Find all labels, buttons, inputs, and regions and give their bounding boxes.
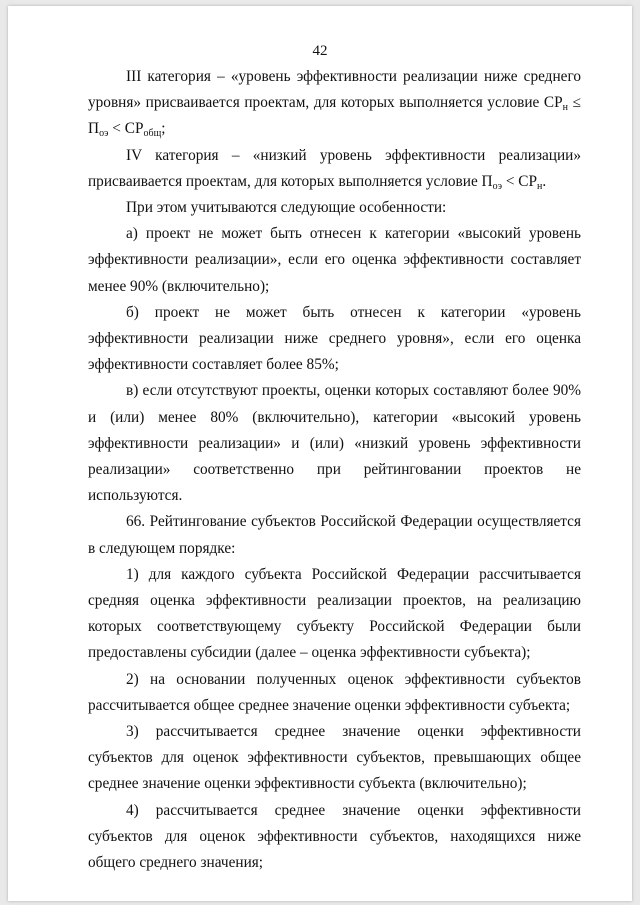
category-iv-text: IV категория – «низкий уровень эффективности реализации» присваивается проектам, для которых выполняется условие П [88,146,581,190]
formula-cr-obsch: < СР [108,120,144,138]
formula-sub-obsch: общ [143,128,162,140]
paragraph-step-3: 3) рассчитывается среднее значение оценки эффективности субъектов для оценок эффективности субъектов, превышающих общее среднее значение оценки эффективности субъекта (включительно); [88,723,581,793]
formula-cr-n-2: < СР [502,172,538,190]
formula-sub-oe-2: оэ [492,180,503,192]
paragraph-features-intro: При этом учитываются следующие особенности: [126,199,447,217]
document-body [88,64,581,876]
formula-sub-n-2: н [537,180,543,192]
formula-end-2: . [542,172,547,190]
paragraph-step-4: 4) рассчитывается среднее значение оценки эффективности субъектов для оценок эффективности субъектов, находящихся ниже общего среднего значения; [88,801,581,872]
formula-p-oe: ≤ П [88,94,581,138]
formula-sub-oe: оэ [99,128,109,140]
category-iii-text: III категория – «уровень эффективности реализации ниже среднего уровня» присваивается проектам, для которых выполняется условие [88,68,581,112]
paragraph-feature-c: в) если отсутствуют проекты, оценки которых составляют более 90% и (или) менее 80% (включительно), категории «высокий уровень эффективности реализации» и (или) «низкий уровень эффективности реализации» соответственно при рейтинговании проектов не используются. [88,382,581,505]
paragraph-feature-a: а) проект не может быть отнесен к категории «высокий уровень эффективности реализации», если его оценка эффективности составляет менее 90% (включительно); [88,225,581,295]
paragraph-feature-b: б) проект не может быть отнесен к категории «уровень эффективности реализации ниже среднего уровня», если его оценка эффективности составляет более 85%; [88,303,581,374]
document-page [8,6,632,901]
paragraph-category-iii [88,64,581,143]
paragraph-clause-66: 66. Рейтингование субъектов Российской Федерации осуществляется в следующем порядке: [88,513,581,557]
paragraph-step-2: 2) на основании полученных оценок эффективности субъектов рассчитывается общее среднее значение оценки эффективности субъекта; [88,670,581,714]
formula-end: ; [161,120,166,138]
formula-sub-n: н [562,102,568,114]
paragraph-category-iv [88,143,581,195]
formula-cr-n: СР [543,94,563,112]
page-number: 42 [312,43,328,59]
paragraph-step-1: 1) для каждого субъекта Российской Федерации рассчитывается средняя оценка эффективности реализации проектов, на реализацию которых соответствующему субъекту Российской Федерации были предоставлены субсидии (далее – оценка эффективности субъекта); [88,565,581,662]
